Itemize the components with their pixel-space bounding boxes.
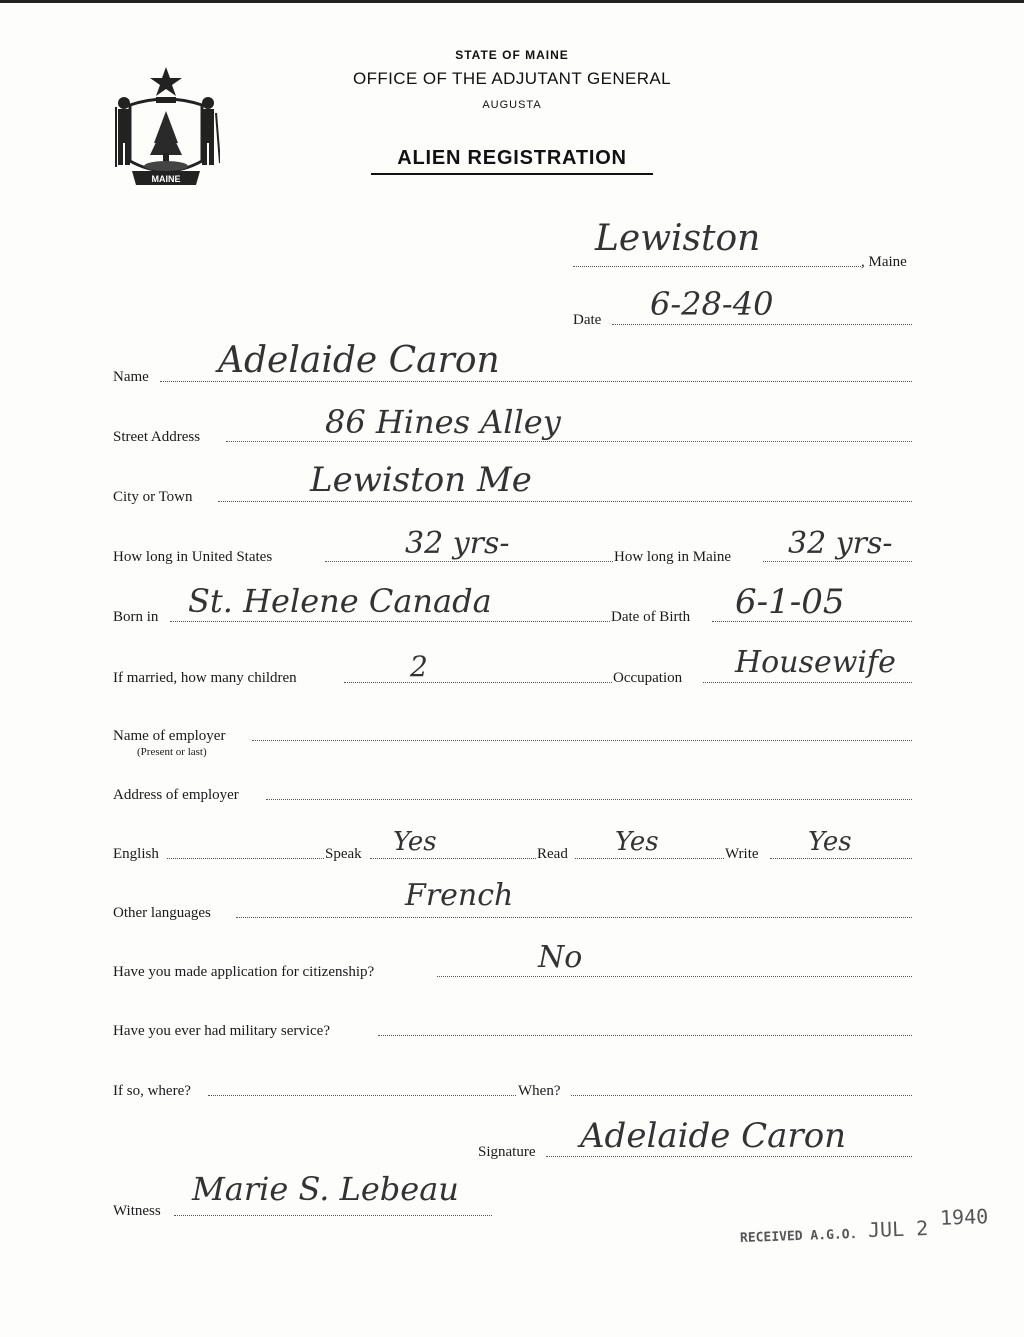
how-long-us-label: How long in United States [113, 549, 273, 565]
header-office: OFFICE OF THE ADJUTANT GENERAL [352, 69, 672, 88]
received-stamp-year: 1940 [939, 1204, 989, 1230]
read-label: Read [537, 846, 568, 862]
employer-name-line[interactable] [252, 740, 912, 741]
occupation-line [703, 682, 912, 683]
street-address-line [226, 441, 912, 442]
how-long-us-line [325, 561, 613, 562]
city-value[interactable]: Lewiston Me [310, 460, 532, 500]
children-line [344, 682, 612, 683]
signature-label: Signature [478, 1144, 536, 1160]
how-long-maine-value[interactable]: 32 yrs- [788, 526, 893, 561]
signature-line [546, 1156, 912, 1157]
street-address-label: Street Address [113, 429, 201, 445]
write-value[interactable]: Yes [808, 827, 852, 857]
city-label: City or Town [113, 489, 193, 505]
employer-note-label: (Present or last) [137, 746, 207, 758]
witness-value[interactable]: Marie S. Lebeau [192, 1170, 459, 1208]
header-state: STATE OF MAINE [455, 48, 569, 62]
when-line[interactable] [571, 1095, 912, 1096]
write-label: Write [725, 846, 759, 862]
name-value[interactable]: Adelaide Caron [218, 340, 500, 381]
name-line [160, 381, 912, 382]
when-label: When? [518, 1083, 561, 1099]
military-line[interactable] [378, 1035, 912, 1036]
read-value[interactable]: Yes [615, 827, 659, 857]
date-line [612, 324, 912, 325]
received-stamp-date: JUL 2 [867, 1215, 929, 1243]
other-languages-line [236, 917, 912, 918]
date-value[interactable]: 6-28-40 [650, 285, 774, 323]
date-of-birth-label: Date of Birth [611, 609, 691, 625]
where-line[interactable] [208, 1095, 516, 1096]
other-languages-label: Other languages [113, 905, 211, 921]
town-line [573, 266, 861, 267]
where-label: If so, where? [113, 1083, 191, 1099]
employer-name-label: Name of employer [113, 728, 226, 744]
children-label: If married, how many children [113, 670, 297, 686]
write-line [770, 858, 912, 859]
signature-value[interactable]: Adelaide Caron [580, 1116, 847, 1156]
citizenship-line [437, 976, 912, 977]
witness-label: Witness [113, 1203, 161, 1219]
city-line [218, 501, 912, 502]
town-value[interactable]: Lewiston [595, 218, 761, 259]
citizenship-label: Have you made application for citizenship? [113, 964, 375, 980]
date-of-birth-value[interactable]: 6-1-05 [735, 582, 845, 622]
occupation-value[interactable]: Housewife [735, 645, 896, 680]
street-address-value[interactable]: 86 Hines Alley [325, 403, 561, 441]
english-line [167, 858, 324, 859]
born-in-label: Born in [113, 609, 159, 625]
how-long-maine-line [763, 561, 912, 562]
english-label: English [113, 846, 159, 862]
children-value[interactable]: 2 [410, 650, 428, 683]
born-in-line [170, 621, 610, 622]
occupation-label: Occupation [613, 670, 683, 686]
how-long-maine-label: How long in Maine [614, 549, 732, 565]
date-label: Date [573, 312, 602, 328]
seal-banner-text: MAINE [151, 174, 181, 184]
received-stamp-text: RECEIVED A.G.O. [739, 1226, 858, 1247]
employer-address-line[interactable] [266, 799, 912, 800]
title-underline [371, 173, 653, 175]
how-long-us-value[interactable]: 32 yrs- [405, 526, 510, 561]
speak-label: Speak [325, 846, 362, 862]
born-in-value[interactable]: St. Helene Canada [188, 582, 492, 620]
employer-address-label: Address of employer [113, 787, 239, 803]
citizenship-value[interactable]: No [538, 940, 583, 975]
maine-label: , Maine [861, 254, 907, 270]
other-languages-value[interactable]: French [405, 878, 514, 913]
read-line [575, 858, 724, 859]
header-city: AUGUSTA [482, 99, 542, 111]
witness-line [174, 1215, 492, 1216]
form-title: ALIEN REGISTRATION [397, 147, 627, 169]
speak-value[interactable]: Yes [393, 827, 437, 857]
speak-line [370, 858, 536, 859]
military-label: Have you ever had military service? [113, 1023, 330, 1039]
name-label: Name [113, 369, 149, 385]
